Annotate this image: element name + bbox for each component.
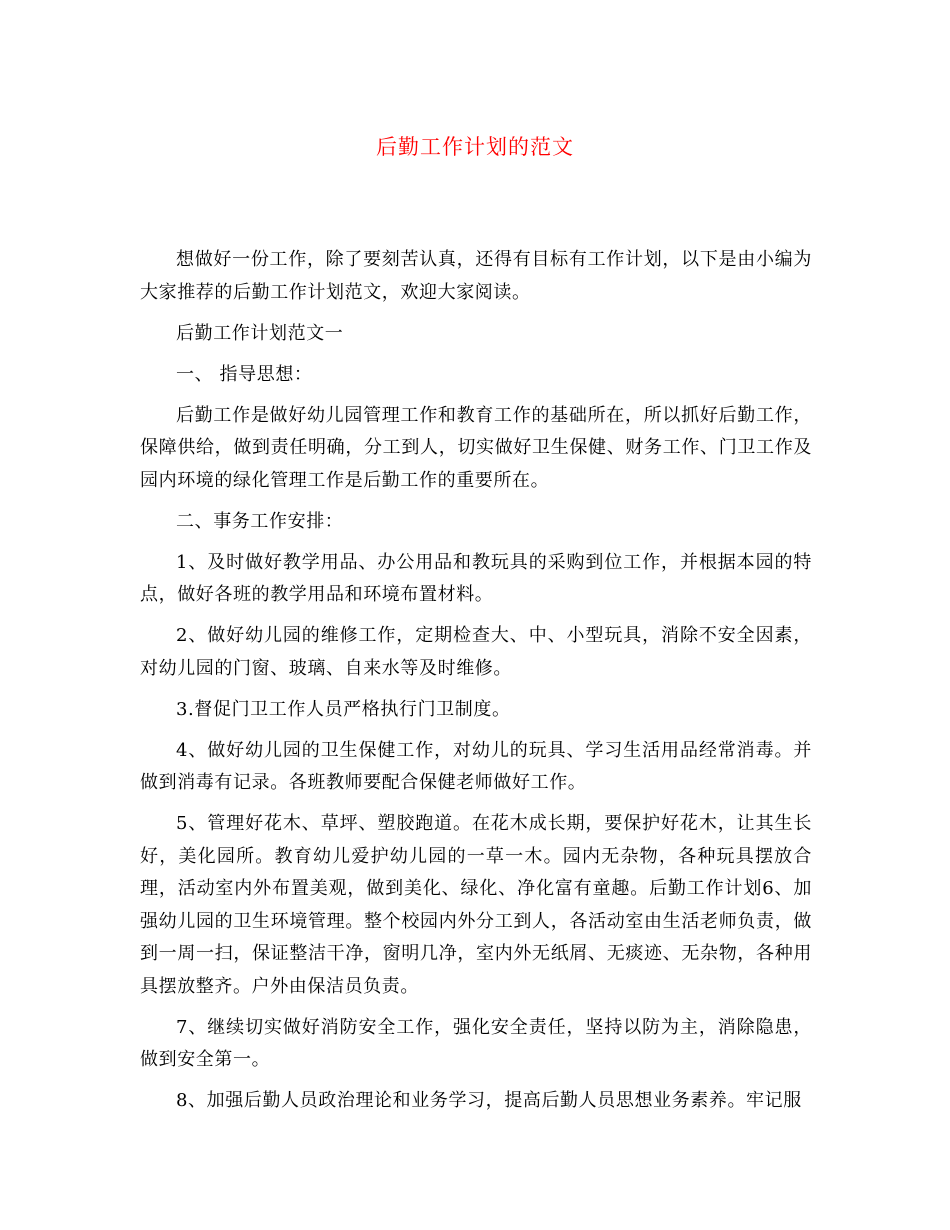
paragraph-item-2: 2、做好幼儿园的维修工作，定期检查大、中、小型玩具，消除不安全因素，对幼儿园的门窗、玻璃、自来水等及时维修。 <box>140 625 812 679</box>
paragraph-item-3: 3.督促门卫工作人员严格执行门卫制度。 <box>176 698 511 720</box>
paragraph-intro: 想做好一份工作，除了要刻苦认真，还得有目标有工作计划，以下是由小编为大家推荐的后勤工作计划范文，欢迎大家阅读。 <box>140 249 812 303</box>
paragraph-heading-work-arrangement: 二、事务工作安排： <box>176 510 344 532</box>
document-body <box>140 244 812 1126</box>
paragraph-item-4: 4、做好幼儿园的卫生保健工作，对幼儿的玩具、学习生活用品经常消毒。并做到消毒有记录。各班教师要配合保健老师做好工作。 <box>140 739 812 793</box>
paragraph-heading-guiding-thought: 一、 指导思想： <box>176 363 313 385</box>
paragraph-item-5: 5、管理好花木、草坪、塑胶跑道。在花木成长期，要保护好花木，让其生长好，美化园所。教育幼儿爱护幼儿园的一草一木。园内无杂物，各种玩具摆放合理，活动室内外布置美观，做到美化、绿化、净化富有童趣。后勤工作计划6、加强幼儿园的卫生环境管理。整个校园内外分工到人，各活动室由生活老师负责，做到一周一扫，保证整洁干净，窗明几净，室内外无纸屑、无痰迹、无杂物，各种用具摆放整齐。户外由保洁员负责。 <box>140 813 812 997</box>
paragraph-section-heading: 后勤工作计划范文一 <box>176 322 344 344</box>
paragraph-item-8: 8、加强后勤人员政治理论和业务学习，提高后勤人员思想业务素养。牢记服 <box>176 1090 802 1111</box>
paragraph-item-7: 7、继续切实做好消防安全工作，强化安全责任，坚持以防为主，消除隐患，做到安全第一。 <box>140 1016 812 1070</box>
paragraph-item-1: 1、及时做好教学用品、办公用品和教玩具的采购到位工作，并根据本园的特点，做好各班的教学用品和环境布置材料。 <box>140 551 812 605</box>
document-title: 后勤工作计划的范文 <box>376 135 574 159</box>
paragraph-guiding-thought: 后勤工作是做好幼儿园管理工作和教育工作的基础所在，所以抓好后勤工作，保障供给，做到责任明确，分工到人，切实做好卫生保健、财务工作、门卫工作及园内环境的绿化管理工作是后勤工作的重要所在。 <box>140 404 812 491</box>
